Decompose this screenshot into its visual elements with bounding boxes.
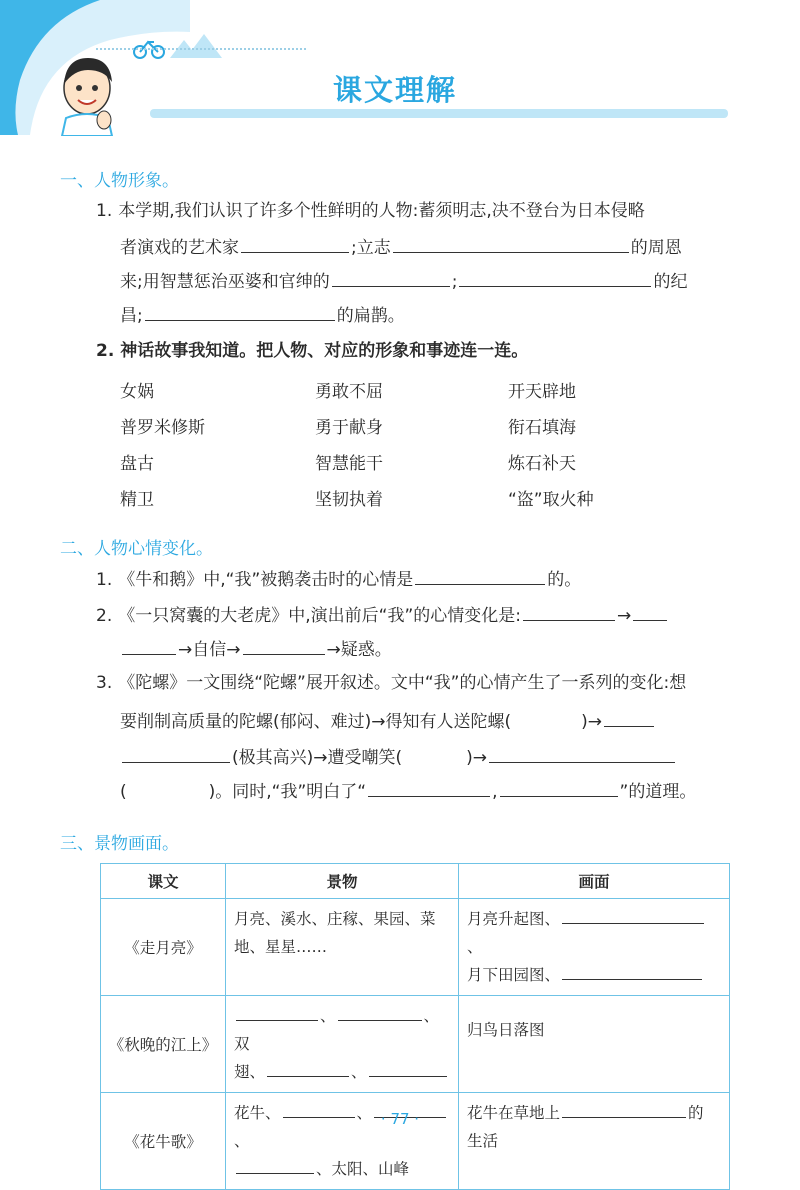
table-cell-scenery (226, 1093, 459, 1190)
question-text: 者演戏的艺术家 (120, 238, 239, 258)
cell-text: 、 (320, 1007, 336, 1025)
cell-text: 花牛、 (234, 1104, 281, 1122)
answer-blank[interactable] (236, 1158, 314, 1174)
answer-blank[interactable] (393, 237, 629, 253)
question-1-line-4 (120, 305, 405, 325)
answer-blank[interactable] (604, 711, 654, 727)
match-deed[interactable]: 衔石填海 (508, 418, 576, 438)
question-text: 要削制高质量的陀螺(郁闷、难过)→得知有人送陀螺( (120, 712, 512, 732)
question-1-line-2 (120, 237, 682, 257)
question-number: 2. (96, 341, 115, 361)
cell-text: 、双 (234, 1007, 440, 1053)
cell-text: 地、星星…… (234, 938, 328, 956)
table-cell-picture (459, 899, 730, 996)
answer-blank[interactable] (523, 605, 615, 621)
scenery-table (100, 863, 730, 1190)
question-number: 1. (96, 570, 113, 590)
question-text: →疑惑。 (326, 640, 392, 660)
cell-text: 、太阳、山峰 (316, 1160, 410, 1178)
table-cell-picture (459, 996, 730, 1093)
arrow-icon: → (616, 606, 632, 626)
cell-text: 、 (467, 938, 483, 956)
table-cell-scenery (226, 899, 459, 996)
match-trait[interactable]: 智慧能干 (315, 454, 383, 474)
question-2-3-line-3 (120, 747, 677, 767)
cell-text: 生活 (467, 1132, 499, 1150)
match-deed[interactable]: “盗”取火种 (508, 490, 594, 510)
table-cell-picture (459, 1093, 730, 1190)
question-text: 《一只窝囊的大老虎》中,演出前后“我”的心情变化是: (118, 606, 521, 626)
page-number: · 77 · (380, 1110, 420, 1128)
question-text: )→ (581, 712, 603, 732)
table-header-row (101, 864, 730, 899)
answer-blank[interactable] (122, 747, 230, 763)
question-text: )。同时,“我”明白了“ (208, 782, 367, 802)
question-2-3-line-4 (120, 781, 696, 801)
table-row (101, 1093, 730, 1190)
answer-blank[interactable] (562, 908, 704, 924)
match-person[interactable]: 盘古 (120, 454, 154, 474)
table-header-cell: 课文 (101, 864, 226, 899)
question-text: ( (120, 782, 127, 802)
question-text: 《陀螺》一文围绕“陀螺”展开叙述。文中“我”的心情产生了一系列的变化:想 (118, 673, 687, 693)
table-header-cell: 景物 (226, 864, 459, 899)
table-cell-text: 《走月亮》 (101, 899, 226, 996)
answer-blank[interactable] (236, 1005, 318, 1021)
question-number: 1. (96, 201, 113, 221)
cell-text: 归鸟日落图 (467, 1021, 545, 1039)
answer-blank[interactable] (241, 237, 349, 253)
answer-blank[interactable] (122, 639, 176, 655)
match-person[interactable]: 精卫 (120, 490, 154, 510)
question-2-2-line-2 (120, 639, 392, 659)
match-person[interactable]: 女娲 (120, 382, 154, 402)
answer-blank[interactable] (489, 747, 675, 763)
question-text: 昌; (120, 306, 143, 326)
question-text: 来;用智慧惩治巫婆和官绅的 (120, 272, 330, 292)
cell-text: 花牛在草地上 (467, 1104, 561, 1122)
section-2-heading: 二、人物心情变化。 (60, 539, 213, 559)
table-row (101, 899, 730, 996)
answer-blank[interactable] (267, 1061, 349, 1077)
question-text: 的。 (547, 570, 582, 590)
match-trait[interactable]: 勇敢不屈 (315, 382, 383, 402)
question-text: ”的道理。 (619, 782, 697, 802)
cell-text: 、 (234, 1132, 250, 1150)
answer-blank[interactable] (459, 271, 651, 287)
cell-text: 月亮升起图、 (467, 910, 561, 928)
match-deed[interactable]: 开天辟地 (508, 382, 576, 402)
question-1-line-3 (120, 271, 687, 291)
bicycle-mountain-icon (132, 30, 242, 60)
cell-text: 月下田园图、 (467, 966, 561, 984)
cell-text: 翅、 (234, 1063, 266, 1081)
question-text: →自信→ (178, 640, 241, 660)
dotted-decoration (96, 48, 306, 52)
answer-blank[interactable] (368, 781, 490, 797)
answer-blank[interactable] (500, 781, 618, 797)
table-cell-scenery (226, 996, 459, 1093)
question-text: (极其高兴)→遭受嘲笑( (232, 748, 403, 768)
table-cell-text: 《秋晚的江上》 (101, 996, 226, 1093)
question-text: 的周恩 (630, 238, 682, 258)
answer-blank[interactable] (243, 639, 325, 655)
question-2-2-line-1 (96, 605, 669, 625)
match-deed[interactable]: 炼石补天 (508, 454, 576, 474)
answer-blank[interactable] (633, 605, 667, 621)
answer-blank[interactable] (332, 271, 450, 287)
question-2-3-line-2 (120, 711, 656, 731)
question-number: 3. (96, 673, 113, 693)
question-text: 的纪 (653, 272, 688, 292)
match-trait[interactable]: 勇于献身 (315, 418, 383, 438)
cell-text: 的 (688, 1104, 704, 1122)
question-text: 神话故事我知道。把人物、对应的形象和事迹连一连。 (120, 341, 529, 361)
cell-text: 、 (356, 1104, 373, 1122)
title-underline-bar (150, 109, 728, 118)
question-text: ;立志 (351, 238, 391, 258)
question-number: 2. (96, 606, 113, 626)
table-row (101, 996, 730, 1093)
question-2 (96, 343, 528, 360)
match-person[interactable]: 普罗米修斯 (120, 418, 205, 438)
boy-mascot-icon (52, 48, 122, 136)
cell-text: 、 (351, 1063, 367, 1081)
page-title: 课文理解 (332, 73, 457, 107)
section-3-heading: 三、景物画面。 (60, 834, 179, 854)
question-2-3-line-1 (96, 675, 686, 692)
cell-text: 月亮、溪水、庄稼、果园、菜 (234, 910, 436, 928)
section-1-heading: 一、人物形象。 (60, 171, 179, 191)
question-text: , (492, 782, 498, 802)
question-text: ; (451, 272, 458, 292)
question-text: 《牛和鹅》中,“我”被鹅袭击时的心情是 (118, 570, 414, 590)
answer-blank[interactable] (338, 1005, 422, 1021)
answer-blank[interactable] (145, 305, 335, 321)
question-1-line-1 (96, 203, 645, 220)
question-text: 的扁鹊。 (336, 306, 405, 326)
question-2-1 (96, 569, 581, 589)
question-text: )→ (466, 748, 488, 768)
table-cell-text: 《花牛歌》 (101, 1093, 226, 1190)
question-text: 本学期,我们认识了许多个性鲜明的人物:蓄须明志,决不登台为日本侵略 (118, 201, 645, 221)
answer-blank[interactable] (369, 1061, 447, 1077)
match-trait[interactable]: 坚韧执着 (315, 490, 383, 510)
table-header-cell: 画面 (459, 864, 730, 899)
answer-blank[interactable] (415, 569, 545, 585)
answer-blank[interactable] (562, 964, 702, 980)
